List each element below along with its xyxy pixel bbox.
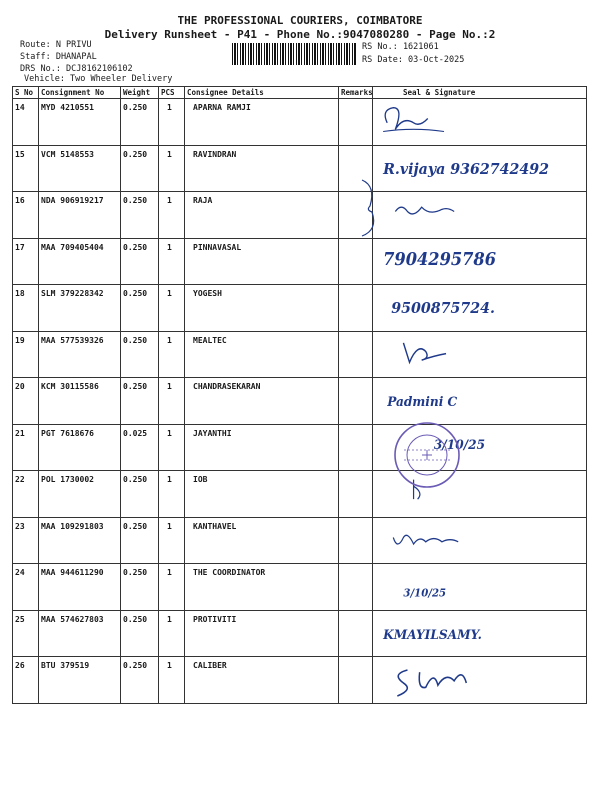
cell-weight: 0.250 [121, 471, 159, 518]
cell-consignment-no: MAA 574627803 [39, 610, 121, 657]
cell-seal-signature [373, 238, 587, 285]
cell-sno: 26 [13, 657, 39, 704]
cell-pcs: 1 [159, 424, 185, 471]
cell-pcs: 1 [159, 657, 185, 704]
cell-remarks [339, 424, 373, 471]
cell-weight: 0.250 [121, 564, 159, 611]
column-header-sno: S No [13, 87, 39, 99]
cell-seal-signature [373, 517, 587, 564]
column-header-consignment: Consignment No [39, 87, 121, 99]
cell-weight: 0.250 [121, 657, 159, 704]
cell-remarks [339, 99, 373, 146]
runsheet-table [12, 86, 587, 704]
signature-text: 7904295786 [383, 247, 497, 269]
signature-text: KMAYILSAMY. [383, 626, 482, 642]
cell-sno: 18 [13, 285, 39, 332]
cell-seal-signature [373, 99, 587, 146]
cell-consignment-no: SLM 379228342 [39, 285, 121, 332]
handwritten-signature [373, 99, 586, 145]
cell-pcs: 1 [159, 517, 185, 564]
cell-seal-signature [373, 285, 587, 332]
cell-consignee: RAVINDRAN [185, 145, 339, 192]
table-row [13, 192, 587, 239]
cell-pcs: 1 [159, 145, 185, 192]
table-row [13, 471, 587, 518]
cell-consignee: RAJA [185, 192, 339, 239]
column-header-weight: Weight [121, 87, 159, 99]
cell-consignee: CHANDRASEKARAN [185, 378, 339, 425]
cell-weight: 0.250 [121, 285, 159, 332]
cell-pcs: 1 [159, 99, 185, 146]
cell-consignment-no: MAA 577539326 [39, 331, 121, 378]
cell-pcs: 1 [159, 610, 185, 657]
cell-consignee: IOB [185, 471, 339, 518]
cell-remarks [339, 564, 373, 611]
table-row [13, 657, 587, 704]
handwritten-signature [373, 285, 586, 331]
cell-weight: 0.250 [121, 238, 159, 285]
cell-sno: 20 [13, 378, 39, 425]
cell-consignment-no: KCM 30115586 [39, 378, 121, 425]
cell-sno: 21 [13, 424, 39, 471]
cell-remarks [339, 238, 373, 285]
cell-consignee: PINNAVASAL [185, 238, 339, 285]
cell-consignee: MEALTEC [185, 331, 339, 378]
cell-seal-signature [373, 192, 587, 239]
route-label: Route: N PRIVU [20, 40, 92, 50]
table-row [13, 331, 587, 378]
table-row [13, 99, 587, 146]
cell-pcs: 1 [159, 471, 185, 518]
cell-consignment-no: PGT 7618676 [39, 424, 121, 471]
cell-consignee: JAYANTHI [185, 424, 339, 471]
cell-consignment-no: BTU 379519 [39, 657, 121, 704]
cell-seal-signature [373, 657, 587, 704]
column-header-signature: Seal & Signature [373, 87, 587, 99]
signature-text: 9500875724. [391, 299, 495, 318]
cell-pcs: 1 [159, 564, 185, 611]
column-header-consignee: Consignee Details [185, 87, 339, 99]
cell-pcs: 1 [159, 238, 185, 285]
cell-weight: 0.250 [121, 99, 159, 146]
cell-consignee: YOGESH [185, 285, 339, 332]
cell-consignee: PROTIVITI [185, 610, 339, 657]
cell-pcs: 1 [159, 378, 185, 425]
table-row [13, 145, 587, 192]
barcode-image [232, 43, 356, 65]
cell-sno: 25 [13, 610, 39, 657]
cell-sno: 17 [13, 238, 39, 285]
handwritten-signature [373, 332, 586, 378]
cell-consignment-no: VCM 5148553 [39, 145, 121, 192]
handwritten-signature [373, 611, 586, 657]
handwritten-signature [373, 239, 586, 285]
cell-remarks [339, 378, 373, 425]
cell-seal-signature [373, 564, 587, 611]
cell-consignment-no: NDA 906919217 [39, 192, 121, 239]
table-row [13, 517, 587, 564]
office-seal-stamp [392, 420, 462, 490]
table-header-row [13, 87, 587, 99]
cell-weight: 0.250 [121, 145, 159, 192]
cell-pcs: 1 [159, 331, 185, 378]
table-row [13, 238, 587, 285]
table-row [13, 610, 587, 657]
cell-weight: 0.250 [121, 192, 159, 239]
handwritten-signature [373, 146, 586, 192]
vehicle-label: Vehicle: Two Wheeler Delivery [24, 74, 173, 84]
cell-remarks [339, 471, 373, 518]
signature-text: 3/10/25 [433, 435, 486, 452]
rs-date: RS Date: 03-Oct-2025 [362, 55, 465, 65]
runsheet-subtitle: Delivery Runsheet - P41 - Phone No.:9047080280 - Page No.:2 [104, 28, 496, 41]
cell-pcs: 1 [159, 285, 185, 332]
cell-sno: 15 [13, 145, 39, 192]
cell-consignee: THE COORDINATOR [185, 564, 339, 611]
cell-consignment-no: MAA 709405404 [39, 238, 121, 285]
signature-text: R.vijaya 9362742492 [383, 160, 550, 178]
handwritten-signature [373, 192, 586, 238]
cell-remarks [339, 517, 373, 564]
cell-remarks [339, 610, 373, 657]
handwritten-signature [373, 378, 586, 424]
handwritten-bracket-mark [358, 178, 382, 238]
cell-weight: 0.250 [121, 331, 159, 378]
cell-seal-signature [373, 610, 587, 657]
handwritten-signature [373, 518, 586, 564]
cell-consignee: APARNA RAMJI [185, 99, 339, 146]
cell-consignment-no: POL 1730002 [39, 471, 121, 518]
cell-consignment-no: MAA 944611290 [39, 564, 121, 611]
cell-consignment-no: MAA 109291803 [39, 517, 121, 564]
cell-sno: 16 [13, 192, 39, 239]
cell-seal-signature [373, 145, 587, 192]
table-row [13, 285, 587, 332]
company-title: THE PROFESSIONAL COURIERS, COIMBATORE [177, 14, 423, 27]
cell-weight: 0.250 [121, 378, 159, 425]
cell-seal-signature [373, 378, 587, 425]
cell-remarks [339, 657, 373, 704]
cell-sno: 24 [13, 564, 39, 611]
cell-weight: 0.025 [121, 424, 159, 471]
cell-weight: 0.250 [121, 610, 159, 657]
drs-label: DRS No.: DCJ8162106102 [20, 64, 133, 74]
cell-remarks [339, 285, 373, 332]
cell-consignee: CALIBER [185, 657, 339, 704]
cell-remarks [339, 331, 373, 378]
table-row [13, 424, 587, 471]
handwritten-signature [373, 657, 586, 703]
cell-consignee: KANTHAVEL [185, 517, 339, 564]
staff-label: Staff: DHANAPAL [20, 52, 97, 62]
cell-pcs: 1 [159, 192, 185, 239]
cell-sno: 23 [13, 517, 39, 564]
rs-number: RS No.: 1621061 [362, 42, 439, 52]
cell-consignment-no: MYD 4210551 [39, 99, 121, 146]
signature-text: Padmini C [387, 393, 458, 410]
cell-sno: 19 [13, 331, 39, 378]
signature-text: 3/10/25 [403, 587, 447, 600]
table-row [13, 378, 587, 425]
cell-sno: 22 [13, 471, 39, 518]
cell-seal-signature [373, 331, 587, 378]
handwritten-signature [373, 564, 586, 610]
cell-weight: 0.250 [121, 517, 159, 564]
column-header-pcs: PCS [159, 87, 185, 99]
column-header-remarks: Remarks [339, 87, 373, 99]
cell-sno: 14 [13, 99, 39, 146]
table-row [13, 564, 587, 611]
